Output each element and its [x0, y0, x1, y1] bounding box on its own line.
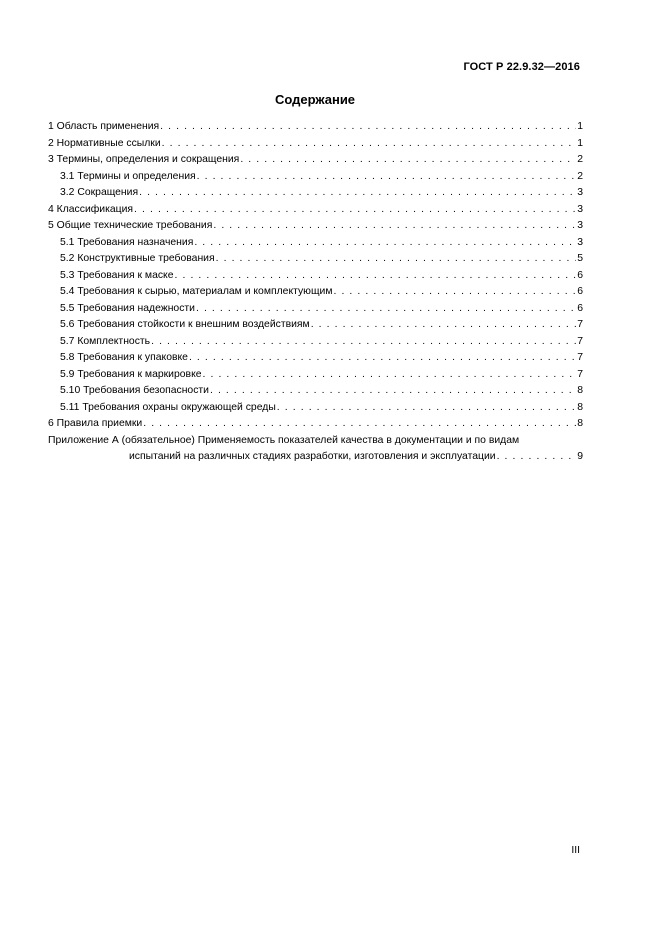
toc-entry-label: 3.2 Сокращения	[60, 187, 139, 198]
toc-entry-page-number: 2	[577, 154, 583, 165]
toc-entry-label: 5.2 Конструктивные требования	[60, 253, 215, 264]
toc-section-entry[interactable]	[48, 416, 583, 433]
toc-entry-page-number: 3	[577, 236, 583, 248]
dot-leader	[196, 301, 576, 318]
page-number-footer: III	[571, 845, 580, 856]
toc-entry-label: 1 Область применения	[48, 121, 160, 132]
dot-leader	[139, 185, 576, 202]
toc-subsection-entry[interactable]	[48, 235, 583, 252]
dot-leader	[497, 449, 577, 465]
toc-subsection-entry[interactable]	[48, 367, 583, 384]
toc-entry-page-number: 7	[577, 352, 583, 363]
table-of-contents	[48, 119, 583, 465]
toc-section-entry[interactable]	[48, 119, 583, 136]
toc-subsection-entry[interactable]	[48, 268, 583, 285]
toc-entry-page-number: 6	[577, 302, 583, 314]
toc-subsection-entry[interactable]	[48, 350, 583, 367]
toc-entry-page-number: 8	[577, 418, 583, 429]
dot-leader	[151, 334, 576, 351]
toc-entry-label: 5 Общие технические требования	[48, 220, 213, 231]
toc-entry-page-number: 5	[577, 253, 583, 264]
appendix-page-number: 9	[577, 450, 583, 462]
toc-subsection-entry[interactable]	[48, 185, 583, 202]
dot-leader	[160, 119, 576, 136]
toc-entry-label: 5.11 Требования охраны окружающей среды	[60, 401, 276, 413]
toc-subsection-entry[interactable]	[48, 251, 583, 268]
toc-entry-label: 4 Классификация	[48, 203, 134, 215]
dot-leader	[240, 152, 576, 169]
toc-section-entry[interactable]	[48, 218, 583, 235]
toc-entry-label: 5.5 Требования надежности	[60, 302, 195, 314]
toc-entry-page-number: 2	[577, 170, 583, 182]
toc-subsection-entry[interactable]	[48, 301, 583, 318]
dot-leader	[134, 202, 576, 219]
dot-leader	[203, 367, 577, 384]
toc-entry-label: 5.6 Требования стойкости к внешним воздействиям	[60, 319, 310, 330]
dot-leader	[197, 169, 577, 186]
toc-subsection-entry[interactable]	[48, 383, 583, 400]
toc-entry-page-number: 3	[577, 203, 583, 215]
toc-entry-page-number: 7	[577, 368, 583, 380]
toc-entry-label: 6 Правила приемки	[48, 418, 143, 429]
toc-entry-label: 3 Термины, определения и сокращения	[48, 154, 240, 165]
toc-subsection-entry[interactable]	[48, 284, 583, 301]
appendix-title-line-2: испытаний на различных стадиях разработки, изготовления и эксплуатации	[129, 450, 496, 462]
dot-leader	[210, 383, 576, 400]
toc-subsection-entry[interactable]	[48, 169, 583, 186]
toc-subsection-entry[interactable]	[48, 400, 583, 417]
toc-entry-page-number: 3	[577, 220, 583, 231]
dot-leader	[277, 400, 576, 417]
dot-leader	[194, 235, 576, 252]
toc-entry-label: 2 Нормативные ссылки	[48, 137, 161, 149]
toc-entry-page-number: 3	[577, 187, 583, 198]
toc-section-entry[interactable]	[48, 136, 583, 153]
toc-entry-page-number: 8	[577, 401, 583, 413]
toc-entry-page-number: 1	[577, 121, 583, 132]
dot-leader	[175, 268, 577, 285]
page-title: Содержание	[274, 92, 356, 107]
toc-entry-label: 5.1 Требования назначения	[60, 236, 194, 248]
appendix-title-line-1: Приложение А (обязательное) Применяемость показателей качества в документации и по видам	[48, 434, 520, 446]
toc-subsection-entry[interactable]	[48, 317, 583, 334]
toc-entry-label: 5.3 Требования к маске	[60, 269, 174, 281]
toc-entry-label: 5.10 Требования безопасности	[60, 385, 209, 396]
toc-entry-page-number: 6	[577, 269, 583, 281]
dot-leader	[311, 317, 577, 334]
document-header-standard-id: ГОСТ Р 22.9.32—2016	[463, 61, 580, 73]
toc-section-entry[interactable]	[48, 152, 583, 169]
dot-leader	[189, 350, 576, 367]
toc-entry-label: 5.9 Требования к маркировке	[60, 368, 202, 380]
toc-entry-page-number: 6	[577, 286, 583, 297]
toc-entry-label: 5.7 Комплектность	[60, 335, 151, 347]
toc-section-entry[interactable]	[48, 202, 583, 219]
toc-entry-label: 5.4 Требования к сырью, материалам и комплектующим	[60, 286, 333, 297]
toc-entry-page-number: 8	[577, 385, 583, 396]
dot-leader	[143, 416, 576, 433]
toc-appendix-entry[interactable]	[48, 433, 583, 465]
toc-entry-label: 5.8 Требования к упаковке	[60, 352, 188, 363]
toc-entry-page-number: 7	[577, 335, 583, 347]
toc-entry-label: 3.1 Термины и определения	[60, 170, 196, 182]
toc-subsection-entry[interactable]	[48, 334, 583, 351]
dot-leader	[213, 218, 576, 235]
dot-leader	[216, 251, 577, 268]
dot-leader	[333, 284, 576, 301]
toc-entry-page-number: 7	[577, 319, 583, 330]
toc-entry-page-number: 1	[577, 137, 583, 149]
dot-leader	[162, 136, 577, 153]
